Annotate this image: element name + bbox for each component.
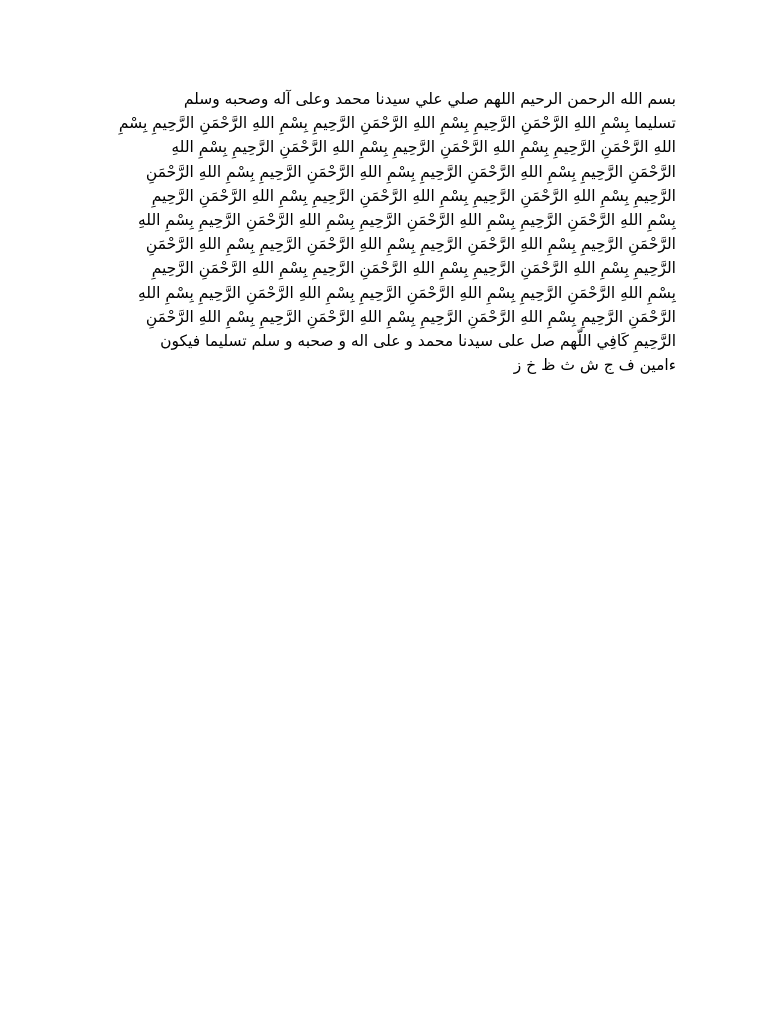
text-line: الرَّحْمَنِ الرَّحِيمِ بِسْمِ اللهِ الرَّحْمَنِ الرَّحِيمِ بِسْمِ اللهِ الرَّحْمَنِ الرَّحِيمِ بِسْمِ اللهِ الرَّحْمَنِ	[145, 235, 676, 254]
text-line: اللهِ الرَّحْمَنِ الرَّحِيمِ بِسْمِ اللهِ الرَّحْمَنِ الرَّحِيمِ بِسْمِ اللهِ الرَّحْمَنِ الرَّحِيمِ بِسْمِ اللهِ	[171, 138, 676, 157]
document-body-text	[98, 87, 676, 377]
text-line: الرَّحِيمِ كَافِي اللَّهم صل على سيدنا محمد و على اله و صحبه و سلم تسليما فيكون	[160, 332, 676, 351]
text-line: تسليما بِسْمِ اللهِ الرَّحْمَنِ الرَّحِيمِ بِسْمِ اللهِ الرَّحْمَنِ الرَّحِيمِ بِسْمِ اللهِ الرَّحْمَنِ الرَّحِيمِ بِسْمِ	[118, 114, 676, 133]
text-line: بِسْمِ اللهِ الرَّحْمَنِ الرَّحِيمِ بِسْمِ اللهِ الرَّحْمَنِ الرَّحِيمِ بِسْمِ اللهِ الرَّحْمَنِ الرَّحِيمِ بِسْمِ اللهِ	[138, 283, 676, 302]
text-line: الرَّحِيمِ بِسْمِ اللهِ الرَّحْمَنِ الرَّحِيمِ بِسْمِ اللهِ الرَّحْمَنِ الرَّحِيمِ بِسْمِ اللهِ الرَّحْمَنِ الرَّحِيمِ	[151, 259, 676, 278]
text-line: الرَّحْمَنِ الرَّحِيمِ بِسْمِ اللهِ الرَّحْمَنِ الرَّحِيمِ بِسْمِ اللهِ الرَّحْمَنِ الرَّحِيمِ بِسْمِ اللهِ الرَّحْمَنِ	[145, 307, 676, 326]
text-line: الرَّحْمَنِ الرَّحِيمِ بِسْمِ اللهِ الرَّحْمَنِ الرَّحِيمِ بِسْمِ اللهِ الرَّحْمَنِ الرَّحِيمِ بِسْمِ اللهِ الرَّحْمَنِ	[145, 162, 676, 181]
text-line: بسم الله الرحمن الرحيم اللهم صلي علي سيدنا محمد وعلى آله وصحبه وسلم	[183, 90, 676, 108]
text-line: ءامين ف ج ش ث ظ خ ز	[513, 356, 676, 375]
text-line: بِسْمِ اللهِ الرَّحْمَنِ الرَّحِيمِ بِسْمِ اللهِ الرَّحْمَنِ الرَّحِيمِ بِسْمِ اللهِ الرَّحْمَنِ الرَّحِيمِ بِسْمِ اللهِ	[138, 211, 676, 230]
text-line: الرَّحِيمِ بِسْمِ اللهِ الرَّحْمَنِ الرَّحِيمِ بِسْمِ اللهِ الرَّحْمَنِ الرَّحِيمِ بِسْمِ اللهِ الرَّحْمَنِ الرَّحِيمِ	[151, 186, 676, 205]
